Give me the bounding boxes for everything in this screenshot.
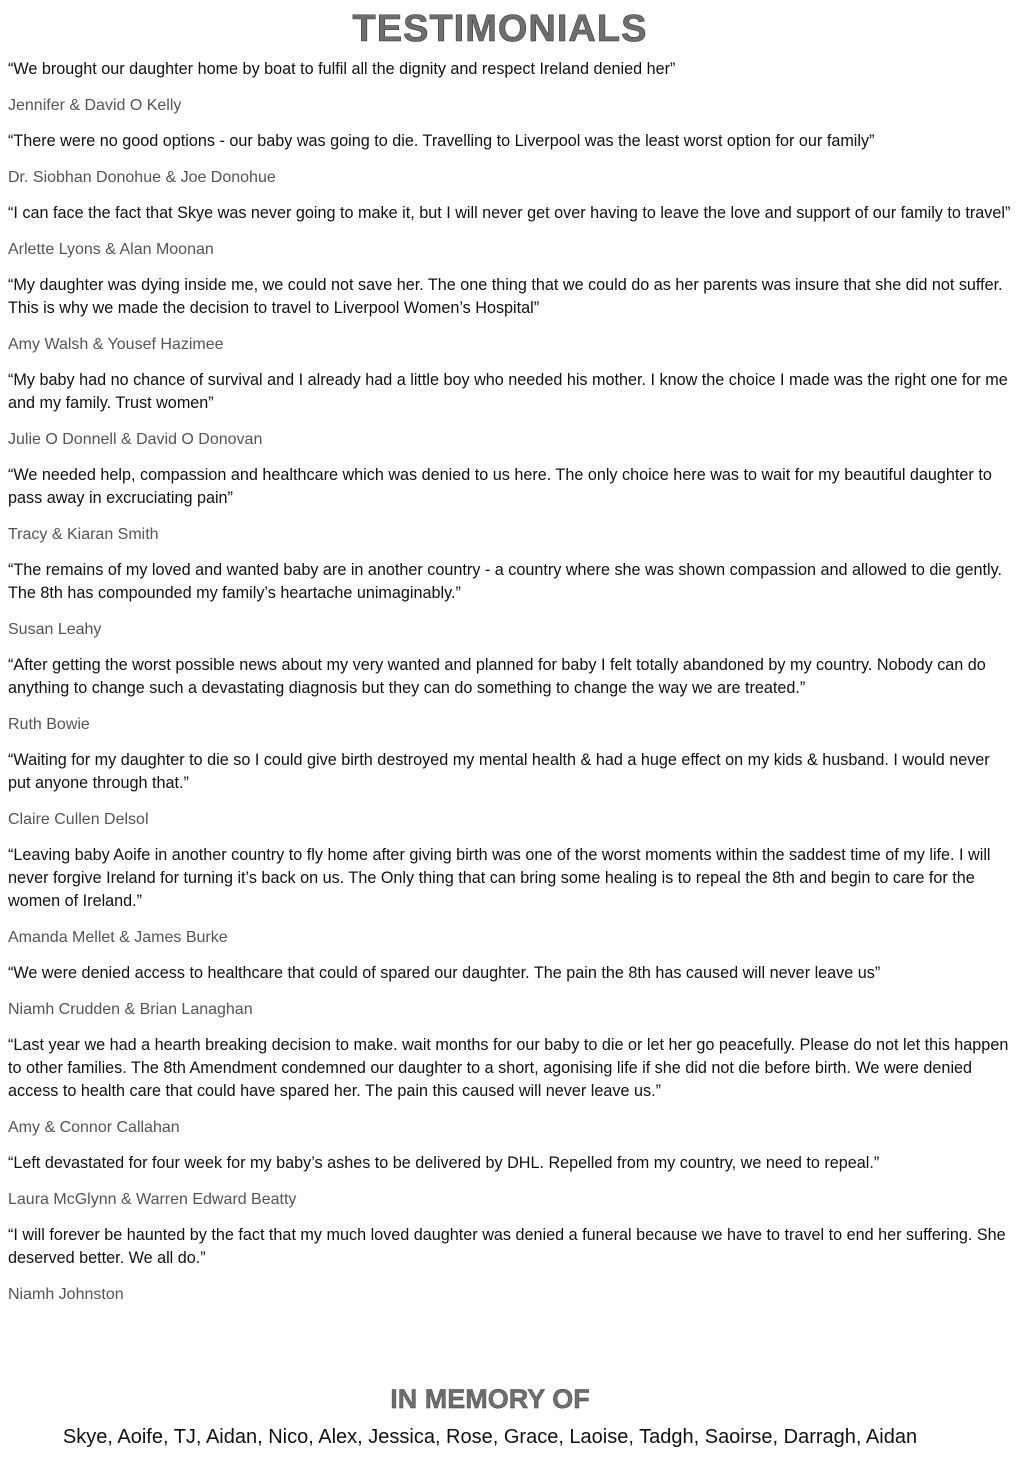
testimonial-entry	[8, 58, 1016, 117]
testimonial-entry	[8, 844, 1016, 949]
testimonial-entry	[8, 369, 1016, 451]
testimonial-quote: “After getting the worst possible news about my very wanted and planned for baby I felt totally abandoned by my country. Nobody can do anything to change such a devastating diagnosis but they can do something to change the way we are treated.”	[8, 656, 986, 697]
testimonial-entry	[8, 962, 1016, 1021]
testimonial-author: Dr. Siobhan Donohue & Joe Donohue	[8, 169, 276, 186]
testimonial-entry	[8, 654, 1016, 736]
testimonial-author: Julie O Donnell & David O Donovan	[8, 431, 263, 448]
testimonial-quote: “Leaving baby Aoife in another country to fly home after giving birth was one of the worst moments within the saddest time of my life. I will never forgive Ireland for turning it’s back on us. The Only thing that can bring some healing is to repeal the 8th and begin to care for the women of Ireland.”	[8, 846, 991, 910]
testimonial-quote: “We brought our daughter home by boat to fulfil all the dignity and respect Ireland denied her”	[8, 60, 676, 78]
testimonial-entry	[8, 130, 1016, 189]
testimonial-quote: “I can face the fact that Skye was never going to make it, but I will never get over having to leave the love and support of our family to travel”	[8, 204, 1011, 222]
testimonial-author: Amanda Mellet & James Burke	[8, 929, 228, 946]
testimonial-quote: “Left devastated for four week for my baby’s ashes to be delivered by DHL. Repelled from my country, we need to repeal.”	[8, 1154, 880, 1172]
testimonial-author: Claire Cullen Delsol	[8, 811, 149, 828]
testimonial-entry	[8, 202, 1016, 261]
memory-title: IN MEMORY OF	[390, 1384, 590, 1414]
testimonial-author: Amy Walsh & Yousef Hazimee	[8, 336, 224, 353]
testimonial-quote: “We needed help, compassion and healthcare which was denied to us here. The only choice here was to wait for my beautiful daughter to pass away in excruciating pain”	[8, 466, 992, 507]
testimonial-quote: “We were denied access to healthcare that could of spared our daughter. The pain the 8th has caused will never leave us”	[8, 964, 881, 982]
testimonial-entry	[8, 1224, 1016, 1306]
testimonial-author: Laura McGlynn & Warren Edward Beatty	[8, 1191, 297, 1208]
testimonial-list	[8, 58, 1016, 1319]
testimonial-entry	[8, 559, 1016, 641]
page-title: TESTIMONIALS	[352, 8, 648, 50]
testimonial-author: Arlette Lyons & Alan Moonan	[8, 241, 214, 258]
testimonial-entry	[8, 1152, 1016, 1211]
testimonial-author: Tracy & Kiaran Smith	[8, 526, 159, 543]
testimonial-entry	[8, 1034, 1016, 1139]
testimonial-quote: “The remains of my loved and wanted baby are in another country - a country where she was shown compassion and allowed to die gently. The 8th has compounded my family’s heartache unimaginably.”	[8, 561, 1002, 602]
testimonial-quote: “I will forever be haunted by the fact that my much loved daughter was denied a funeral because we have to travel to end her suffering. She deserved better. We all do.”	[8, 1226, 1006, 1267]
testimonial-author: Amy & Connor Callahan	[8, 1119, 180, 1136]
testimonial-quote: “Last year we had a hearth breaking decision to make. wait months for our baby to die or let her go peacefully. Please do not let this happen to other families. The 8th Amendment condemned our daughter to a short, agonising life if she did not die before birth. We were denied access to health care that could have spared her. The pain this caused will never leave us.”	[8, 1036, 1009, 1100]
memory-names: Skye, Aoife, TJ, Aidan, Nico, Alex, Jessica, Rose, Grace, Laoise, Tadgh, Saoirse, Darragh, Aidan	[62, 1426, 918, 1448]
testimonial-entry	[8, 749, 1016, 831]
testimonial-author: Susan Leahy	[8, 621, 102, 638]
testimonial-entry	[8, 464, 1016, 546]
testimonial-author: Niamh Crudden & Brian Lanaghan	[8, 1001, 253, 1018]
testimonial-quote: “There were no good options - our baby was going to die. Travelling to Liverpool was the least worst option for our family”	[8, 132, 875, 150]
testimonial-author: Ruth Bowie	[8, 716, 90, 733]
testimonial-author: Jennifer & David O Kelly	[8, 97, 182, 114]
testimonial-author: Niamh Johnston	[8, 1286, 124, 1303]
testimonial-quote: “Waiting for my daughter to die so I could give birth destroyed my mental health & had a huge effect on my kids & husband. I would never put anyone through that.”	[8, 751, 990, 792]
testimonial-quote: “My baby had no chance of survival and I already had a little boy who needed his mother. I know the choice I made was the right one for me and my family. Trust women”	[8, 371, 1008, 412]
testimonial-entry	[8, 274, 1016, 356]
testimonial-quote: “My daughter was dying inside me, we could not save her. The one thing that we could do as her parents was insure that she did not suffer. This is why we made the decision to travel to Liverpool Women’s Hospital”	[8, 276, 1003, 317]
